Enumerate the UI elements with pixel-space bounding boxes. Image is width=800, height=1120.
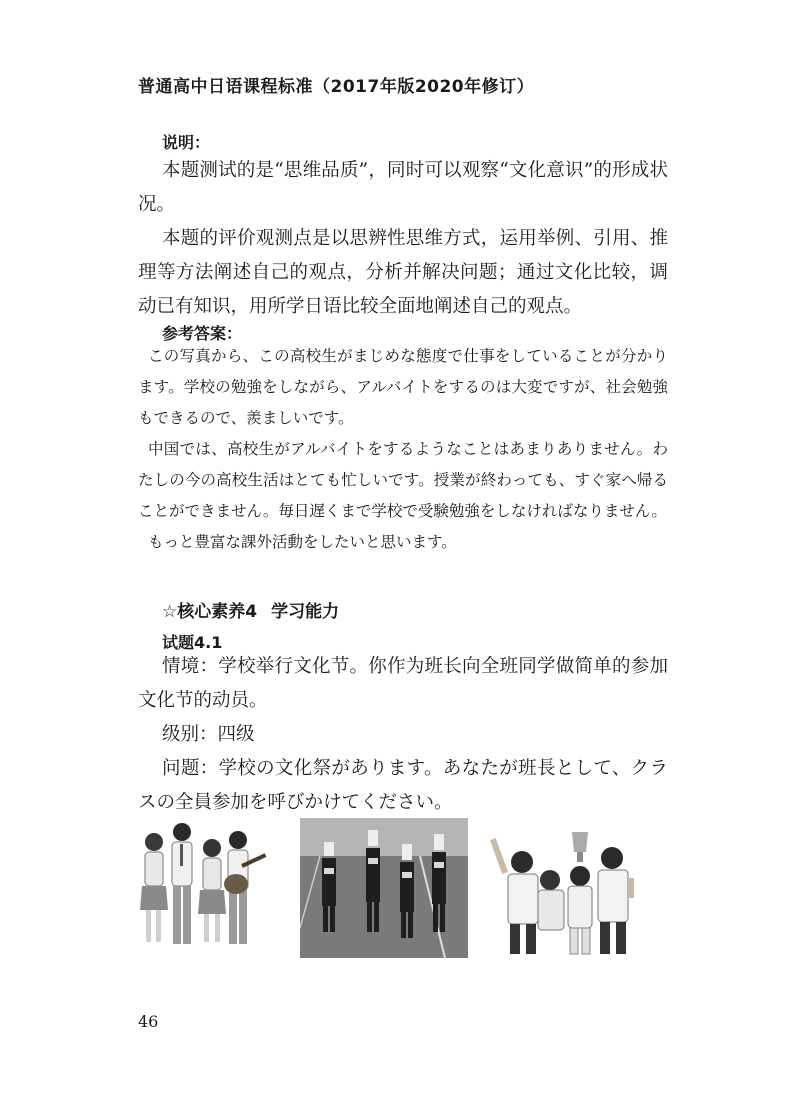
answer-paragraph-3: もっと豊富な課外活動をしたいと思います。: [148, 533, 457, 551]
explanation-label: 说明：: [162, 133, 211, 152]
answer-paragraph-1: この写真から、この高校生がまじめな態度で仕事をしていることが分かります。学校の勉強をしながら、アルバイトをするのは大変ですが、社会勉強もできるので、羨ましいです。: [138, 347, 668, 427]
scenario-paragraph: 情境：学校举行文化节。你作为班长向全班同学做简单的参加文化节的动员。: [138, 656, 668, 711]
marching-band-photo: [300, 818, 468, 958]
photo-strip: [132, 818, 672, 958]
question-title: 试题4.1: [162, 633, 223, 652]
level-paragraph: 级别：四级: [162, 724, 255, 745]
answer-label: 参考答案：: [162, 324, 243, 343]
cheering-students-trophy-photo: [488, 818, 648, 958]
section-title-prefix: ☆核心素养4: [162, 602, 258, 622]
explanation-paragraph-1: 本题测试的是“思维品质”，同时可以观察“文化意识”的形成状况。: [138, 160, 668, 215]
explanation-paragraph-2: 本题的评价观测点是以思辨性思维方式，运用举例、引用、推理等方法阐述自己的观点，分析并解决问题；通过文化比较，调动已有知识，用所学日语比较全面地阐述自己的观点。: [138, 228, 668, 317]
answer-paragraph-2: 中国では、高校生がアルバイトをするようなことはあまりありません。わたしの今の高校生活はとても忙しいです。授業が終わっても、すぐ家へ帰ることができません。毎日遅くまで学校で受験勉強をしなければなりません。: [138, 440, 668, 520]
running-header: 普通高中日语课程标准（2017年版2020年修订）: [138, 77, 535, 97]
students-with-guitar-photo: [132, 818, 272, 958]
question-paragraph: 问题：学校の文化祭があります。あなたが班長として、クラスの全員参加を呼びかけてください。: [138, 758, 668, 813]
section-title: [162, 597, 339, 622]
page-number: 46: [138, 1012, 159, 1031]
section-title-suffix: 学习能力: [271, 602, 340, 622]
